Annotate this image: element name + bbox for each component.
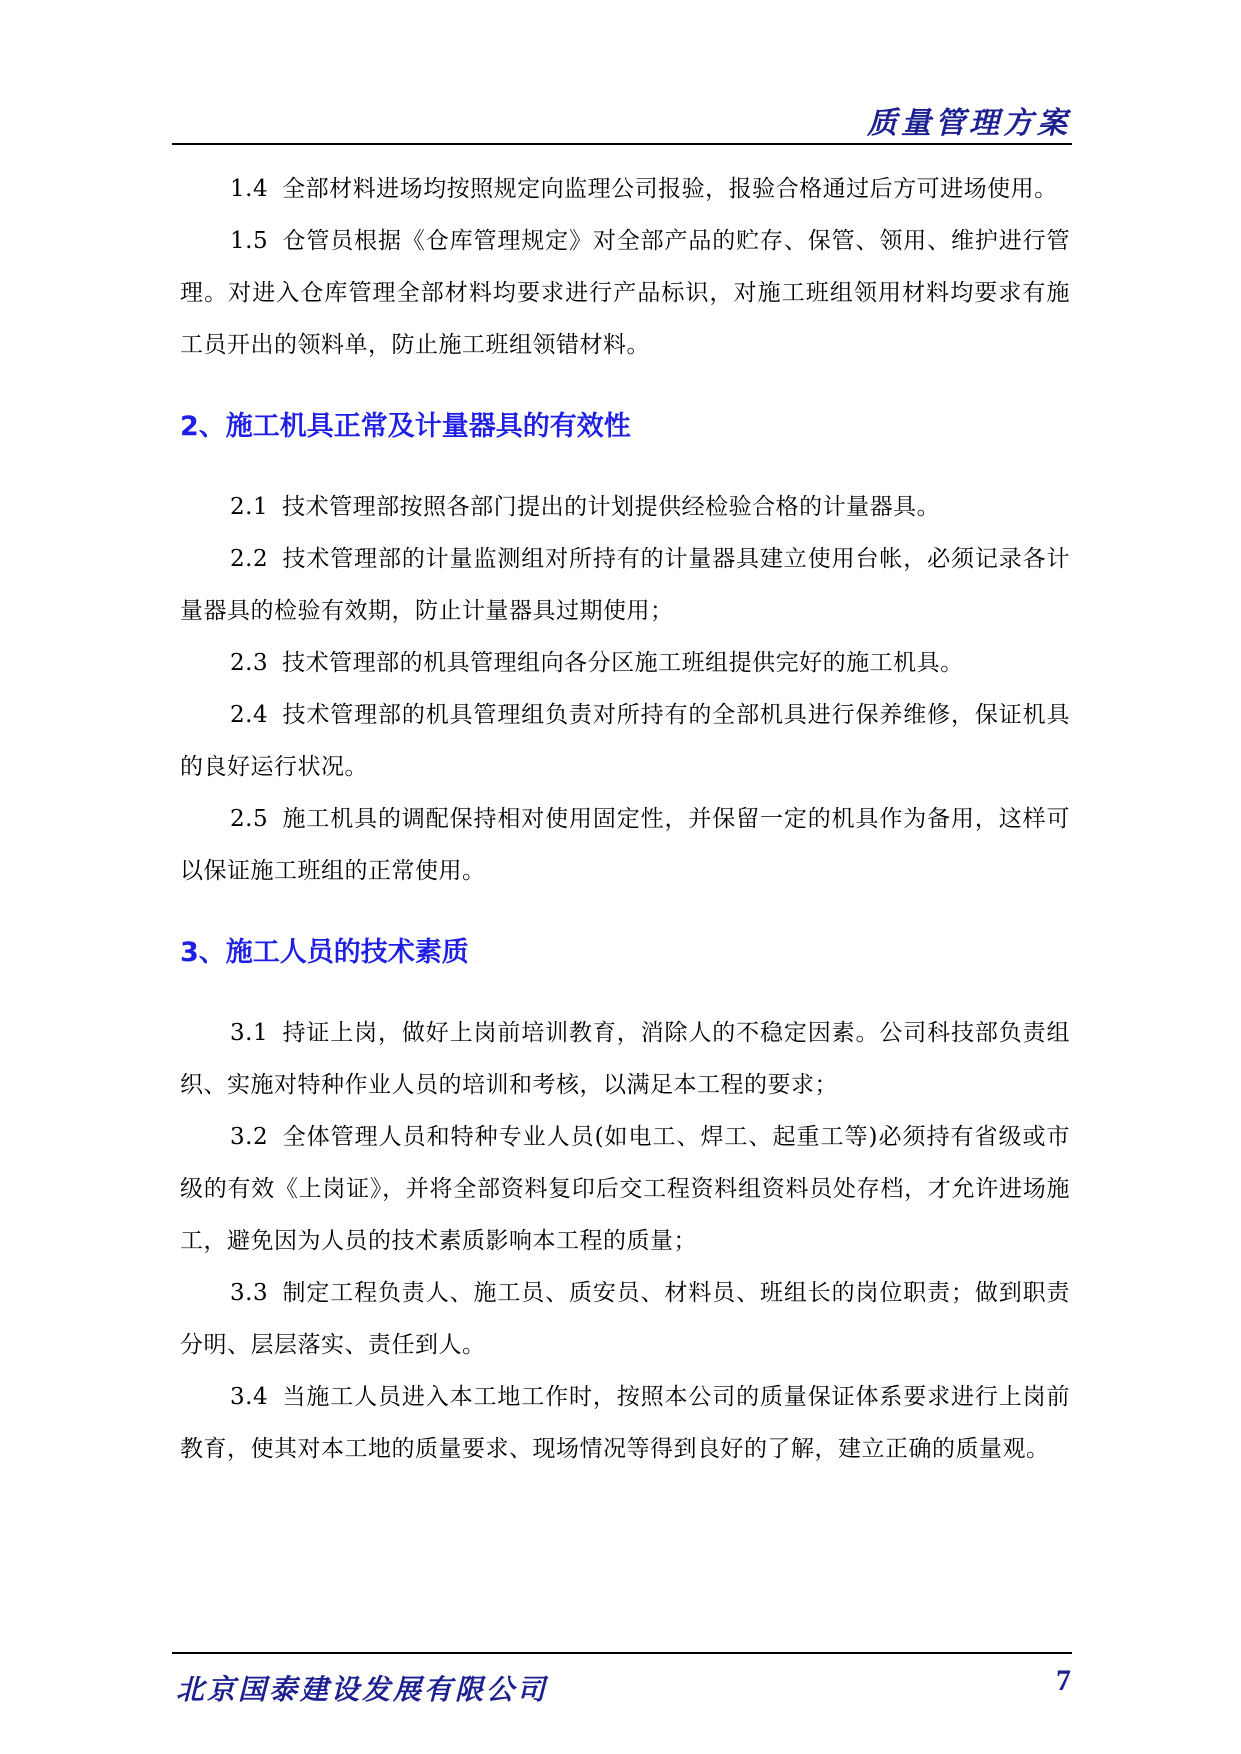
section-heading-2: 2、施工机具正常及计量器具的有效性: [180, 411, 631, 442]
paragraph-number: 2.4: [230, 702, 269, 728]
paragraph-number: 2.5: [230, 806, 269, 832]
paragraph-text: 制定工程负责人、施工员、质安员、材料员、班组长的岗位职责；做到职责分明、层层落实、责任到人。: [180, 1280, 1070, 1358]
paragraph-text: 全部材料进场均按照规定向监理公司报验，报验合格通过后方可进场使用。: [282, 176, 1058, 202]
paragraph-text: 持证上岗，做好上岗前培训教育，消除人的不稳定因素。公司科技部负责组织、实施对特种作业人员的培训和考核，以满足本工程的要求；: [180, 1020, 1070, 1098]
footer-divider: [172, 1652, 1072, 1654]
header-divider: [172, 143, 1072, 145]
paragraph-text: 当施工人员进入本工地工作时，按照本公司的质量保证体系要求进行上岗前教育，使其对本工地的质量要求、现场情况等得到良好的了解，建立正确的质量观。: [180, 1384, 1070, 1462]
paragraph-number: 1.4: [230, 176, 269, 202]
paragraph-number: 3.2: [230, 1124, 269, 1150]
page-number: 7: [1056, 1664, 1071, 1697]
paragraph-2-1: [180, 481, 1070, 533]
paragraph-number: 3.1: [230, 1020, 269, 1046]
paragraph-1-5: [180, 215, 1070, 371]
paragraph-3-4: [180, 1371, 1070, 1475]
document-body: [180, 163, 1070, 1475]
paragraph-2-4: [180, 689, 1070, 793]
paragraph-text: 技术管理部按照各部门提出的计划提供经检验合格的计量器具。: [282, 494, 941, 520]
paragraph-number: 3.4: [230, 1384, 269, 1410]
header-title: 质量管理方案: [867, 106, 1071, 141]
section-heading-3: 3、施工人员的技术素质: [180, 937, 469, 968]
paragraph-text: 全体管理人员和特种专业人员(如电工、焊工、起重工等)必须持有省级或市级的有效《上岗证》，并将全部资料复印后交工程资料组资料员处存档，才允许进场施工，避免因为人员的技术素质影响本工程的质量；: [180, 1124, 1070, 1254]
paragraph-text: 技术管理部的机具管理组负责对所持有的全部机具进行保养维修，保证机具的良好运行状况。: [180, 702, 1070, 780]
paragraph-number: 2.2: [230, 546, 269, 572]
paragraph-number: 1.5: [230, 228, 269, 254]
paragraph-number: 2.3: [230, 650, 269, 676]
paragraph-2-2: [180, 533, 1070, 637]
paragraph-number: 2.1: [230, 494, 269, 520]
paragraph-3-3: [180, 1267, 1070, 1371]
footer-company-name: 北京国泰建设发展有限公司: [176, 1673, 549, 1706]
paragraph-1-4: [180, 163, 1070, 215]
paragraph-text: 技术管理部的计量监测组对所持有的计量器具建立使用台帐，必须记录各计量器具的检验有效期，防止计量器具过期使用；: [180, 546, 1070, 624]
paragraph-3-2: [180, 1111, 1070, 1267]
paragraph-text: 施工机具的调配保持相对使用固定性，并保留一定的机具作为备用，这样可以保证施工班组的正常使用。: [180, 806, 1070, 884]
paragraph-2-3: [180, 637, 1070, 689]
paragraph-2-5: [180, 793, 1070, 897]
paragraph-text: 技术管理部的机具管理组向各分区施工班组提供完好的施工机具。: [282, 650, 964, 676]
paragraph-number: 3.3: [230, 1280, 269, 1306]
paragraph-3-1: [180, 1007, 1070, 1111]
paragraph-text: 仓管员根据《仓库管理规定》对全部产品的贮存、保管、领用、维护进行管理。对进入仓库管理全部材料均要求进行产品标识，对施工班组领用材料均要求有施工员开出的领料单，防止施工班组领错材料。: [180, 228, 1070, 358]
